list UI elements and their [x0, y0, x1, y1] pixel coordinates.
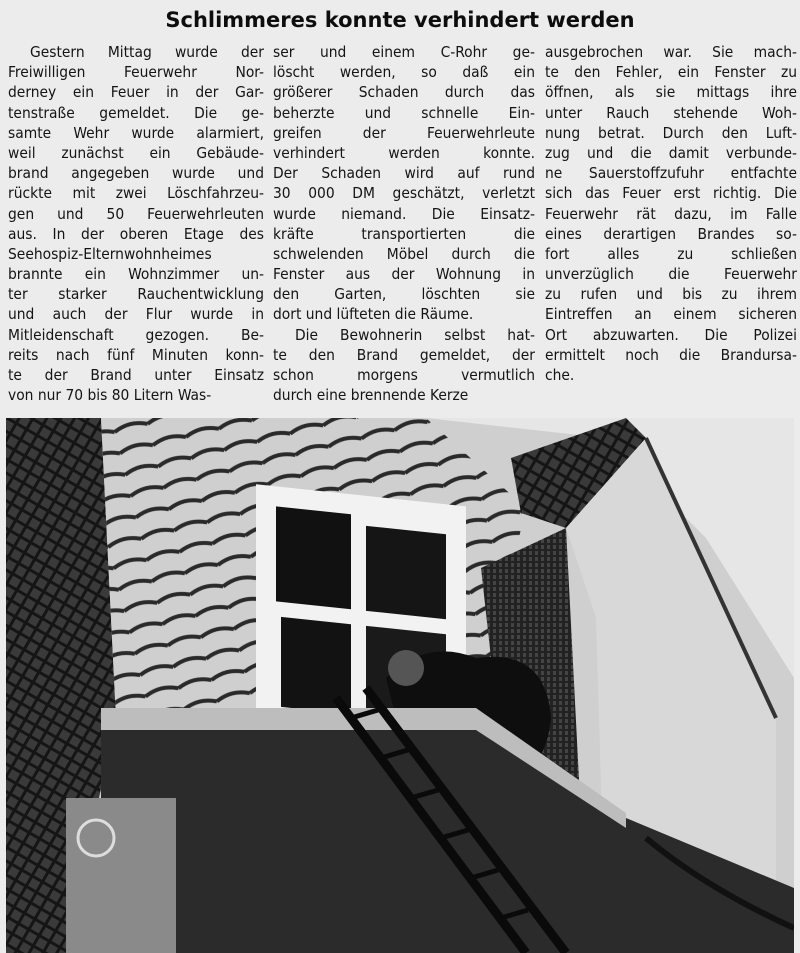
news-photo: [6, 418, 794, 953]
article-line: größerer Schaden durch das: [273, 83, 535, 102]
article-line: che.: [545, 366, 575, 384]
article-line: sich das Feuer erst richtig. Die: [545, 184, 797, 203]
article-line: durch eine brennende Kerze: [273, 386, 469, 405]
article-line: weil zunächst ein Gebäude-: [8, 143, 264, 162]
article-line: und auch der Flur wurde in: [8, 305, 264, 324]
article-line: Feuerwehr rät dazu, im Falle: [545, 204, 797, 223]
article-line: wurde niemand. Die Einsatz-: [273, 204, 535, 223]
article-line: schwelenden Möbel durch die: [273, 244, 535, 263]
article-line: Mitleidenschaft gezogen. Be-: [8, 325, 264, 344]
article-line: Freiwilligen Feuerwehr Nor-: [8, 63, 264, 82]
article-line: beherzte und schnelle Ein-: [273, 103, 535, 122]
article-line: löscht werden, so daß ein: [273, 63, 535, 82]
article-line: ser und einem C-Rohr ge-: [273, 43, 535, 61]
article-line: Fenster aus der Wohnung in: [273, 265, 535, 284]
article-line: samte Wehr wurde alarmiert,: [8, 123, 264, 142]
article-line: Ort abzuwarten. Die Polizei: [545, 325, 797, 344]
article-column-3: [545, 42, 797, 385]
article-line: ermittelt noch die Brandursa-: [545, 345, 797, 364]
article-line: nung betrat. Durch den Luft-: [545, 123, 797, 142]
article-line: eines derartigen Brandes so-: [545, 224, 797, 243]
article-line: reits nach fünf Minuten konn-: [8, 345, 264, 364]
article-line: Seehospiz-Elternwohnheimes: [8, 244, 212, 263]
article-line: Die Bewohnerin selbst hat-: [295, 325, 535, 344]
article-line: tenstraße gemeldet. Die ge-: [8, 103, 264, 122]
article-body: [8, 42, 797, 405]
article-line: greifen der Feuerwehrleute: [273, 123, 535, 142]
article-line: fort alles zu schließen: [545, 244, 797, 263]
article-line: gen und 50 Feuerwehrleuten: [8, 204, 264, 223]
article-column-1: [8, 42, 264, 405]
article-line: zug und die damit verbunde-: [545, 143, 797, 162]
article-line: von nur 70 bis 80 Litern Was-: [8, 386, 212, 405]
article-line: ne Sauerstoffzufuhr entfachte: [545, 164, 797, 183]
article-line: dort und lüfteten die Räume.: [273, 305, 474, 324]
article-line: Eintreffen an einem sicheren: [545, 305, 797, 324]
article-line: zu rufen und bis zu ihrem: [545, 285, 797, 304]
article-line: derney ein Feuer in der Gar-: [8, 83, 264, 102]
article-line: unverzüglich die Feuerwehr: [545, 265, 797, 284]
article-line: te den Fehler, ein Fenster zu: [545, 63, 797, 82]
article-line: aus. In der oberen Etage des: [8, 224, 264, 243]
article-line: ausgebrochen war. Sie mach-: [545, 43, 797, 61]
article-line: rückte mit zwei Löschfahrzeu-: [8, 184, 264, 203]
article-line: den Garten, löschten sie: [273, 285, 535, 304]
article-line: 30 000 DM geschätzt, verletzt: [273, 184, 535, 203]
article-line: unter Rauch stehende Woh-: [545, 103, 797, 122]
house-photo-illustration: [6, 418, 794, 953]
article-line: Der Schaden wird auf rund: [273, 164, 535, 183]
article-line: verhindert werden konnte.: [273, 143, 535, 162]
article-line: ter starker Rauchentwicklung: [8, 285, 264, 304]
article-line: öffnen, als sie mittags ihre: [545, 83, 797, 102]
article-line: brannte ein Wohnzimmer un-: [8, 265, 264, 284]
article-line: te den Brand gemeldet, der: [273, 345, 535, 364]
article-line: te der Brand unter Einsatz: [8, 366, 264, 384]
article-column-2: [273, 42, 535, 405]
article-line: schon morgens vermutlich: [273, 366, 535, 384]
article-line: kräfte transportierten die: [273, 224, 535, 243]
article-line: brand angegeben wurde und: [8, 164, 264, 183]
article-headline: Schlimmeres konnte verhindert werden: [165, 8, 635, 32]
article-line: Gestern Mittag wurde der: [30, 43, 264, 61]
